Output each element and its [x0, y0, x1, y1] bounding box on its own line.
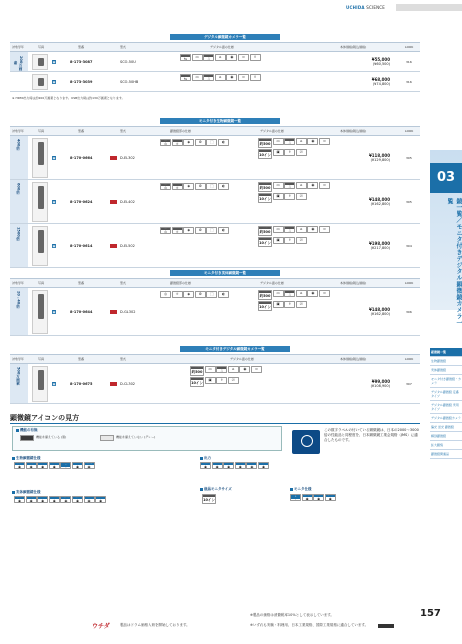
- section-title-monitor-camera: モニタ付きデジタル顕微鏡カメラ一覧: [180, 346, 290, 352]
- legend-icon: ステージ ◉: [95, 496, 106, 503]
- catalog-icon: ▣: [52, 200, 56, 204]
- product-code: 8-170-0624: [70, 200, 93, 204]
- spec-icon: ≈: [319, 182, 330, 189]
- spec-icon: ▭: [273, 290, 284, 297]
- price: ¥118,000 (¥129,800): [368, 153, 390, 162]
- brand-tag: [110, 156, 117, 160]
- legend-icon: ズーム ◉: [49, 496, 60, 503]
- legend-icon: HDMI ◉: [212, 462, 223, 469]
- page-number: 157: [420, 608, 441, 619]
- spec-icon: USB ⇆: [180, 54, 191, 61]
- side-nav-item[interactable]: デジタル顕微鏡 実用タイプ: [430, 401, 462, 414]
- spec-icon: ⇪: [284, 237, 295, 244]
- page-ref: 307: [406, 382, 412, 386]
- section-title-digital-camera: デジタル顕微鏡カメラ一覧: [170, 34, 280, 40]
- legend-stereo-icons: [14, 496, 214, 503]
- digital-spec-icons: [258, 290, 338, 311]
- catalog-icon: ▣: [52, 60, 56, 64]
- spec-icon: 液晶 ◎: [160, 227, 171, 234]
- spec-icon: 本体幅 約500: [259, 291, 271, 298]
- legend-stereo-title: 実体顕微鏡仕様: [12, 490, 41, 495]
- digital-spec-icons: [258, 182, 338, 203]
- spec-icon: ▭: [205, 366, 216, 373]
- spec-icon: ▣: [273, 149, 284, 156]
- spec-icon: USB ⎍: [216, 366, 227, 373]
- spec-icon: ▭: [273, 182, 284, 189]
- digital-spec-icons: [258, 138, 338, 159]
- table-row: [10, 288, 420, 336]
- table-row: [10, 72, 420, 92]
- table-row: [10, 180, 420, 224]
- brand-logo: UCHIDA SCIENCE: [346, 5, 385, 10]
- product-model: D-EL502: [120, 244, 135, 248]
- product-photo: [32, 182, 48, 222]
- swatch-on: [20, 435, 34, 441]
- spec-icon: ⌂: [296, 226, 307, 233]
- spec-icon: ◉: [226, 54, 237, 61]
- side-nav: [430, 348, 462, 459]
- price: ¥99,000 (¥108,900): [370, 379, 390, 388]
- product-photo: [32, 138, 48, 178]
- spec-icon: ◉: [307, 226, 318, 233]
- column-header: 対象学年 写真 型番 型式 顕微鏡部の仕様 デジタル面の仕様 本体価格(税込価格) LOOK: [10, 278, 420, 288]
- legend-icon: LED ◉: [37, 496, 48, 503]
- spec-icon: ⇧: [250, 54, 261, 61]
- spec-icon: USB ⎍: [203, 54, 214, 61]
- spec-icon: ▭: [192, 74, 203, 81]
- price: ¥148,000 (¥162,800): [368, 197, 390, 206]
- spec-icon: サイズ 10イン: [259, 149, 271, 157]
- spec-icon: ⇧: [250, 74, 261, 81]
- legend-icon: タッチパネル ◉: [291, 495, 300, 501]
- spec-icon: ⚙: [195, 183, 206, 190]
- spec-icon: 本体幅 約500: [259, 227, 271, 234]
- spec-icon: ≈: [238, 74, 249, 81]
- category-cell: 400倍: [10, 136, 28, 179]
- digital-spec-icons: [180, 74, 330, 81]
- spec-icon: ≈: [319, 226, 330, 233]
- catalog-icon: ▣: [52, 156, 56, 160]
- brand-tag: [110, 310, 117, 314]
- microscope-spec-icons: [160, 183, 250, 190]
- legend-monitor-icons: [290, 494, 370, 501]
- legend-icon: 微動装置 ◉: [84, 462, 95, 469]
- side-nav-item[interactable]: 実体顕微鏡: [430, 366, 462, 375]
- legend-icon: 計測 ◉: [313, 494, 324, 501]
- legend-function-title: 機能の有無: [16, 428, 38, 433]
- spec-icon: ⇪: [284, 301, 295, 308]
- brand-tag: [110, 200, 117, 204]
- legend-icon: 視野径 ◉: [72, 496, 83, 503]
- spec-icon: 本体幅 約500: [191, 367, 203, 374]
- microscope-spec-icons: [160, 291, 250, 298]
- spec-icon: ◉: [307, 290, 318, 297]
- legend-icon: 撮影・録画 ◉: [303, 495, 312, 501]
- digital-spec-icons: [180, 54, 330, 61]
- spec-icon: サイズ 10イン: [259, 237, 271, 245]
- brand-tag: [110, 244, 117, 248]
- legend-icon: レボルバー ◉: [73, 463, 82, 469]
- spec-icon: LED ☼: [172, 227, 183, 234]
- product-photo: [32, 290, 48, 334]
- spec-icon: 液晶 ◎: [160, 139, 171, 146]
- category-cell: 1500倍: [10, 224, 28, 267]
- page-ref: 305: [406, 200, 412, 204]
- product-code: 8-170-0675: [70, 382, 93, 386]
- column-header: 対象学年 写真 型番 型式 デジタル面の仕様 本体価格(税込価格) LOOK: [10, 42, 420, 52]
- spec-icon: LED ☼: [172, 139, 183, 146]
- legend-icon: 支柱 ◉: [84, 496, 95, 503]
- spec-icon: ☼: [172, 291, 183, 298]
- footer-note-mid2: ※いずれも実験・料理用、日本工業規格、国際工業規格に適合しています。: [250, 623, 369, 627]
- spec-icon: ⎚: [228, 377, 239, 384]
- footer-note-left: 製品はドラム価格入荷を開始しております。: [120, 623, 190, 627]
- product-photo: [32, 366, 48, 402]
- legend-icon: 照明 ◉: [26, 496, 37, 503]
- product-model: SCO-50HB: [120, 80, 139, 84]
- catalog-icon: ▣: [52, 382, 56, 386]
- spec-icon: ◈: [183, 291, 194, 298]
- digital-spec-icons: [258, 226, 338, 247]
- spec-icon: ≈: [238, 54, 249, 61]
- product-code: 8-170-0614: [70, 244, 93, 248]
- legend-icon: 総合倍率 ◉: [14, 462, 25, 469]
- column-header: 対象学年 写真 型番 型式 顕微鏡部の仕様 デジタル面の仕様 本体価格(税込価格) LOOK: [10, 126, 420, 136]
- product-code: 8-173-3039: [70, 80, 93, 84]
- digital-spec-icons: [190, 366, 270, 387]
- spec-icon: ⌂: [215, 54, 226, 61]
- legend-icon: メカニカル ◉: [50, 463, 59, 469]
- spec-icon: ◎: [160, 291, 171, 298]
- section-title-stereo: モニタ付き実体顕微鏡一覧: [170, 270, 280, 276]
- spec-icon: USB ⎍: [284, 182, 295, 189]
- legend-icon: 出力 ◉: [258, 462, 269, 469]
- spec-icon: ⎚: [296, 193, 307, 200]
- product-model: SCO-50U: [120, 60, 136, 64]
- legend-icon: Wi-Fi ◉: [246, 462, 257, 469]
- side-nav-item[interactable]: 生物顕微鏡: [430, 357, 462, 366]
- legend-monitor-title: モニタ仕様: [290, 487, 312, 492]
- legend-icon: 作動距離 ◉: [60, 496, 71, 503]
- category-cell: 500万画素: [10, 364, 28, 403]
- legend-icon: 画素数 ◉: [200, 462, 211, 469]
- spec-icon: ⬚: [206, 227, 217, 234]
- spec-icon: ⬚: [206, 291, 217, 298]
- legend-output-title: 出力: [200, 456, 211, 461]
- footer-mark: [378, 624, 394, 628]
- legend-lcd-title: 液晶モニタサイズ: [200, 487, 232, 492]
- spec-icon: ≈: [251, 366, 262, 373]
- legend-icon: 照明 ◉: [26, 462, 37, 469]
- page-ref: 316: [406, 60, 412, 64]
- price: ¥55,000 (¥60,500): [371, 57, 390, 66]
- spec-icon: ◈: [183, 183, 194, 190]
- spec-icon: ◐: [218, 139, 229, 146]
- legend-icon: USB ◉: [223, 462, 234, 469]
- spec-icon: ⬚: [206, 139, 217, 146]
- spec-icon: ◉: [226, 74, 237, 81]
- jms-badge-icon: [292, 430, 320, 454]
- spec-icon: ⎚: [296, 149, 307, 156]
- page-ref: 306: [406, 310, 412, 314]
- spec-icon: サイズ 10イン: [191, 377, 203, 385]
- product-photo: [32, 74, 48, 90]
- spec-icon: ⇪: [284, 149, 295, 156]
- spec-icon: USB ⎍: [284, 138, 295, 145]
- product-photo: [32, 54, 48, 70]
- legend-icon: LED ◉: [37, 462, 48, 469]
- side-nav-item[interactable]: 拡大観察: [430, 441, 462, 450]
- product-model: D-EL302: [120, 156, 135, 160]
- spec-icon: USB ⎍: [284, 226, 295, 233]
- section-title-bio: モニタ付き生物顕微鏡一覧: [160, 118, 280, 124]
- spec-icon: ▭: [273, 138, 284, 145]
- price: ¥68,000 (¥74,800): [371, 77, 390, 86]
- spec-icon: 本体幅 約500: [259, 183, 271, 190]
- lcd-size-icon: 10イン: [202, 494, 216, 504]
- legend-no-function: 機能を備えていない (グレー): [116, 435, 156, 439]
- chapter-description: 鏡一覧／モニタ付きデジタル顕微鏡カメラ一覧: [446, 198, 462, 326]
- legend-has-function: 機能を備えている (黒): [36, 435, 67, 439]
- category-cell: 20・40倍: [10, 288, 28, 335]
- side-nav-item[interactable]: デジタル顕微鏡 定番タイプ: [430, 388, 462, 401]
- spec-icon: ⚙: [195, 139, 206, 146]
- side-nav-item[interactable]: 解剖顕微鏡: [430, 432, 462, 441]
- side-nav-item[interactable]: デジタル顕微鏡カメラ: [430, 414, 462, 423]
- spec-icon: ⇪: [216, 377, 227, 384]
- spec-icon: ▭: [192, 54, 203, 61]
- product-code: 8-170-0664: [70, 156, 93, 160]
- spec-icon: サイズ 10イン: [259, 193, 271, 201]
- spec-icon: ⌂: [296, 138, 307, 145]
- product-model: D-GL302: [120, 310, 136, 314]
- chapter-number: 03: [430, 163, 462, 193]
- table-row: [10, 364, 420, 404]
- spec-icon: ⬚: [206, 183, 217, 190]
- spec-icon: ◐: [218, 291, 229, 298]
- spec-icon: ▭: [273, 226, 284, 233]
- spec-icon: ◉: [307, 182, 318, 189]
- spec-icon: ▣: [205, 377, 216, 384]
- spec-icon: ◉: [239, 366, 250, 373]
- spec-icon: ≈: [319, 290, 330, 297]
- header-bar: [396, 4, 462, 11]
- spec-icon: ⚙: [195, 227, 206, 234]
- spec-icon: ⎚: [296, 237, 307, 244]
- spec-icon: ⌂: [296, 182, 307, 189]
- spec-icon: ◉: [307, 138, 318, 145]
- footer-note-mid: ※製品の価格は消費税率10%として表示しています。: [250, 613, 334, 617]
- spec-icon: ⌂: [296, 290, 307, 297]
- legend-bio-title: 生物顕微鏡仕様: [12, 456, 41, 461]
- spec-icon: ⌂: [228, 366, 239, 373]
- spec-icon: LED ☼: [172, 183, 183, 190]
- price: ¥148,000 (¥162,800): [368, 307, 390, 316]
- badge-text: この数字ラベルの付いている顕微鏡は、日本の2000〜3000倍の性能品と同程度を、日本顕微鏡工業会規格（JMS）に適合したものです。: [324, 428, 419, 442]
- page-ref: 316: [406, 80, 412, 84]
- legend-output-icons: [200, 462, 320, 469]
- side-nav-item[interactable]: 顕微鏡関連品: [430, 450, 462, 459]
- side-nav-item[interactable]: 顕微鏡一覧: [430, 348, 462, 357]
- legend-icon: コンデンサー ◉: [61, 463, 70, 469]
- table-row: [10, 136, 420, 180]
- spec-icon: ⚙: [195, 291, 206, 298]
- spec-icon: USB ⎍: [284, 290, 295, 297]
- product-model: D-EL402: [120, 200, 135, 204]
- spec-icon: 液晶 ◎: [160, 183, 171, 190]
- legend-rule: [10, 423, 420, 424]
- table-row: [10, 52, 420, 72]
- spec-icon: ⇪: [284, 193, 295, 200]
- spec-icon: HDMI ⇆: [180, 74, 191, 81]
- microscope-spec-icons: [160, 227, 250, 234]
- price: ¥198,000 (¥217,800): [368, 241, 390, 250]
- spec-icon: ⌂: [215, 74, 226, 81]
- side-nav-item[interactable]: モニタ付き顕微鏡・カメラ: [430, 375, 462, 388]
- page-ref: 304: [406, 244, 412, 248]
- spec-icon: ◈: [183, 227, 194, 234]
- product-model: D-CL302: [120, 382, 136, 386]
- legend-icon: 総合倍率 ◉: [14, 496, 25, 503]
- catalog-icon: ▣: [52, 80, 56, 84]
- side-nav-item[interactable]: 偏光 蛍光 顕微鏡: [430, 423, 462, 432]
- spec-icon: ▣: [273, 237, 284, 244]
- spec-icon: HDMI ⎍: [203, 74, 214, 81]
- brand-tag: [110, 382, 117, 386]
- swatch-off: [100, 435, 114, 441]
- legend-bio-icons: [14, 462, 214, 469]
- spec-icon: ▣: [273, 193, 284, 200]
- spec-icon: ◐: [218, 183, 229, 190]
- spec-icon: ◐: [218, 227, 229, 234]
- product-code: 8-170-0644: [70, 310, 93, 314]
- uchida-logo: ウチダ: [92, 623, 110, 630]
- legend-icon: 静止画 ◉: [325, 494, 336, 501]
- catalog-icon: ▣: [52, 244, 56, 248]
- spec-icon: ≈: [319, 138, 330, 145]
- product-photo: [32, 226, 48, 266]
- category-cell: 600倍: [10, 180, 28, 223]
- spec-icon: サイズ 10イン: [259, 301, 271, 309]
- column-header: 対象学年 写真 型番 型式 デジタル面の仕様 本体価格(税込価格) LOOK: [10, 354, 420, 364]
- category-cell: 200万画素: [10, 52, 28, 71]
- spec-icon: ◈: [183, 139, 194, 146]
- section-note: ※ HDMI出力時は約200万画素となります。USB出力時は約130万画素となります。: [12, 96, 125, 100]
- legend-heading: 顕微鏡アイコンの見方: [10, 414, 80, 422]
- microscope-spec-icons: [160, 139, 250, 146]
- page-ref: 305: [406, 156, 412, 160]
- product-code: 8-173-3087: [70, 60, 93, 64]
- legend-icon: microSD ◉: [235, 462, 246, 469]
- catalog-icon: ▣: [52, 310, 56, 314]
- table-row: [10, 224, 420, 268]
- spec-icon: ⎚: [296, 301, 307, 308]
- spec-icon: ▣: [273, 301, 284, 308]
- spec-icon: 本体幅 約500: [259, 139, 271, 146]
